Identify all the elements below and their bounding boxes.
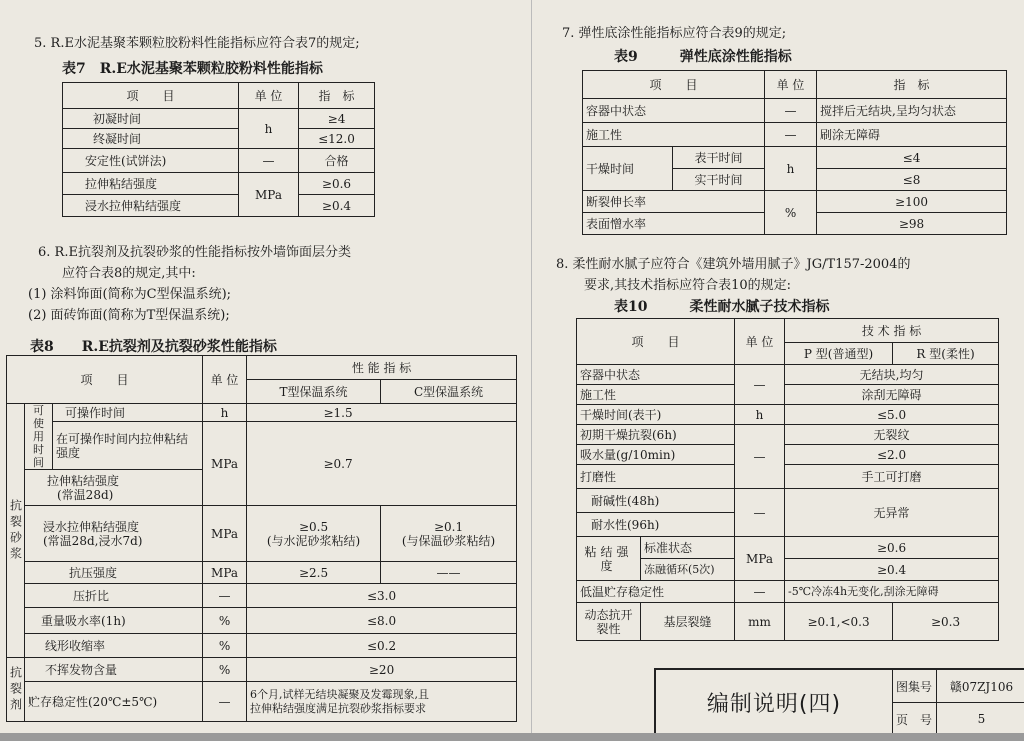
t10-header-unit: 单 位 bbox=[735, 319, 785, 365]
t8-group-agent: 抗裂剂 bbox=[7, 658, 25, 722]
t8-value-line2: (与水泥砂浆粘结) bbox=[266, 533, 361, 548]
table7-caption: 表7 R.E水泥基聚苯颗粒胶粉料性能指标 bbox=[62, 61, 323, 77]
t8-row: 压折比 bbox=[25, 584, 203, 608]
t8-header-unit: 单 位 bbox=[203, 356, 247, 404]
t10-value: 无结块,均匀 bbox=[785, 365, 999, 385]
table8-caption: 表8 R.E抗裂剂及抗裂砂浆性能指标 bbox=[30, 339, 277, 355]
t7-row-index: 合格 bbox=[299, 149, 375, 173]
atlas-label: 图集号 bbox=[892, 670, 937, 703]
t9-value: ≤4 bbox=[817, 147, 1007, 169]
t8-value-line2: (与保温砂浆粘结) bbox=[401, 533, 496, 548]
t8-header-perf: 性 能 指 标 bbox=[247, 356, 517, 380]
page-number: 5 bbox=[977, 712, 986, 726]
t8-value: ≤0.2 bbox=[247, 634, 517, 658]
t9-row: 施工性 bbox=[583, 123, 765, 147]
t8-row: 可操作时间 bbox=[53, 404, 203, 422]
t9-row: 断裂伸长率 bbox=[583, 191, 765, 213]
t10-subrow: 标准状态 bbox=[641, 537, 735, 559]
clause-8 bbox=[556, 254, 910, 296]
clause-7: 7. 弹性底涂性能指标应符合表9的规定; bbox=[562, 26, 787, 41]
table10-caption: 表10 柔性耐水腻子技术指标 bbox=[614, 299, 830, 315]
t9-header-unit: 单 位 bbox=[765, 71, 817, 99]
clause-6-line1: 6. R.E抗裂剂及抗裂砂浆的性能指标按外墙饰面层分类 bbox=[38, 245, 351, 260]
t9-row: 表面憎水率 bbox=[583, 213, 765, 235]
t8-value-line1: ≥0.5 bbox=[298, 519, 329, 534]
t8-row-line1: 浸水拉伸粘结强度 bbox=[43, 519, 140, 534]
page-label: 页 号 bbox=[892, 703, 937, 735]
t10-unit: — bbox=[735, 581, 785, 603]
t7-row-index: ≥0.6 bbox=[299, 173, 375, 195]
clause-6-item2: (2) 面砖饰面(简称为T型保温系统); bbox=[28, 308, 230, 323]
t9-value: 搅拌后无结块,呈均匀状态 bbox=[817, 99, 1007, 123]
clause-8-line2: 要求,其技术指标应符合表10的规定: bbox=[584, 278, 792, 293]
t10-row: 干燥时间(表干) bbox=[577, 405, 735, 425]
t9-unit: h bbox=[765, 147, 817, 191]
t8-group-mortar: 抗裂砂浆 bbox=[7, 404, 25, 658]
t10-value-r: ≥0.3 bbox=[893, 603, 999, 641]
t10-row: 低温贮存稳定性 bbox=[577, 581, 735, 603]
atlas-number: 赣07ZJ106 bbox=[937, 670, 1024, 703]
t8-value-line1: 6个月,试样无结块凝聚及发霉现象,且 bbox=[250, 687, 430, 701]
t9-unit: — bbox=[765, 99, 817, 123]
t9-row: 干燥时间 bbox=[583, 147, 673, 191]
t8-unit: — bbox=[203, 584, 247, 608]
t7-header-item: 项 目 bbox=[63, 83, 239, 109]
table9-caption: 表9 弹性底涂性能指标 bbox=[614, 49, 792, 65]
clause-6 bbox=[28, 242, 351, 326]
t8-value: ≤8.0 bbox=[247, 608, 517, 634]
t10-subrow: 冻融循环(5次) bbox=[641, 559, 735, 581]
t10-row: 动态抗开裂性 bbox=[577, 603, 641, 641]
t10-value: ≥0.6 bbox=[785, 537, 999, 559]
t7-header-index: 指 标 bbox=[299, 83, 375, 109]
t10-value: 无异常 bbox=[785, 489, 999, 537]
t8-value: ≤3.0 bbox=[247, 584, 517, 608]
t10-row: 耐水性(96h) bbox=[577, 513, 735, 537]
t10-unit: MPa bbox=[735, 537, 785, 581]
t8-value-t: ≥2.5 bbox=[247, 562, 381, 584]
t10-header-tech: 技 术 指 标 bbox=[785, 319, 999, 343]
t10-value: ≤2.0 bbox=[785, 445, 999, 465]
t8-value: ≥1.5 bbox=[247, 404, 517, 422]
t9-row: 容器中状态 bbox=[583, 99, 765, 123]
clause-6-item1: (1) 涂料饰面(简称为C型保温系统); bbox=[28, 287, 232, 302]
t7-row-unit: h bbox=[239, 109, 299, 149]
t8-header-item: 项 目 bbox=[7, 356, 203, 404]
t9-subrow: 表干时间 bbox=[673, 147, 765, 169]
t8-value: ≥0.7 bbox=[247, 422, 517, 506]
t9-header-index: 指 标 bbox=[817, 71, 1007, 99]
t10-unit: — bbox=[735, 365, 785, 405]
t10-unit: h bbox=[735, 405, 785, 425]
t9-value: ≥100 bbox=[817, 191, 1007, 213]
t8-row: 在可操作时间内拉伸粘结强度 bbox=[53, 422, 203, 470]
t10-row: 吸水量(g/10min) bbox=[577, 445, 735, 465]
t8-value-line2: 拉伸粘结强度满足抗裂砂浆指标要求 bbox=[250, 701, 427, 715]
t8-value-c bbox=[381, 506, 517, 562]
t10-unit: mm bbox=[735, 603, 785, 641]
clause-5: 5. R.E水泥基聚苯颗粒胶粉料性能指标应符合表7的规定; bbox=[34, 36, 360, 51]
t8-value-c: —— bbox=[381, 562, 517, 584]
t10-unit: — bbox=[735, 489, 785, 537]
t10-value: -5℃冷冻4h无变化,刮涂无障碍 bbox=[785, 581, 999, 603]
t7-header-unit: 单 位 bbox=[239, 83, 299, 109]
t9-value: 刷涂无障碍 bbox=[817, 123, 1007, 147]
t7-row-index: ≤12.0 bbox=[299, 129, 375, 149]
drawing-title-block bbox=[654, 668, 1024, 737]
t8-row-line2: (常温28d) bbox=[57, 487, 114, 502]
t10-value-p: ≥0.1,<0.3 bbox=[785, 603, 893, 641]
t7-row-item: 安定性(试饼法) bbox=[63, 149, 239, 173]
t10-value: 手工可打磨 bbox=[785, 465, 999, 489]
t10-subrow: 基层裂缝 bbox=[641, 603, 735, 641]
t8-row-line1: 拉伸粘结强度 bbox=[47, 473, 120, 488]
table-9 bbox=[582, 70, 1007, 235]
t10-header-r: R 型(柔性) bbox=[893, 343, 999, 365]
table-7 bbox=[62, 82, 375, 217]
t7-row-index: ≥0.4 bbox=[299, 195, 375, 217]
table-8 bbox=[6, 355, 517, 722]
t8-row-line2: (常温28d,浸水7d) bbox=[43, 533, 143, 548]
t7-row-unit: — bbox=[239, 149, 299, 173]
t9-unit: — bbox=[765, 123, 817, 147]
t10-header-p: P 型(普通型) bbox=[785, 343, 893, 365]
t10-row: 施工性 bbox=[577, 385, 735, 405]
t7-row-item: 拉伸粘结强度 bbox=[63, 173, 239, 195]
t8-row bbox=[25, 470, 203, 506]
t7-row-item: 浸水拉伸粘结强度 bbox=[63, 195, 239, 217]
t9-value: ≤8 bbox=[817, 169, 1007, 191]
t8-row: 不挥发物含量 bbox=[25, 658, 203, 682]
t10-value: 无裂纹 bbox=[785, 425, 999, 445]
t8-value-line1: ≥0.1 bbox=[433, 519, 464, 534]
t8-value: ≥20 bbox=[247, 658, 517, 682]
t8-unit: MPa bbox=[203, 506, 247, 562]
t9-value: ≥98 bbox=[817, 213, 1007, 235]
t8-unit: % bbox=[203, 634, 247, 658]
t10-group-bond: 粘结强度 bbox=[577, 537, 641, 581]
t7-row-index: ≥4 bbox=[299, 109, 375, 129]
t8-unit: MPa bbox=[203, 422, 247, 506]
t8-row: 线形收缩率 bbox=[25, 634, 203, 658]
clause-8-line1: 8. 柔性耐水腻子应符合《建筑外墙用腻子》JG/T157-2004的 bbox=[556, 257, 911, 272]
t8-row: 重量吸水率(1h) bbox=[25, 608, 203, 634]
t8-unit: % bbox=[203, 658, 247, 682]
t8-row: 抗压强度 bbox=[25, 562, 203, 584]
t8-value-t bbox=[247, 506, 381, 562]
t7-row-item: 初凝时间 bbox=[63, 109, 239, 129]
clause-6-line2: 应符合表8的规定,其中: bbox=[62, 266, 196, 281]
t7-row-item: 终凝时间 bbox=[63, 129, 239, 149]
t10-row: 打磨性 bbox=[577, 465, 735, 489]
t8-value bbox=[247, 682, 517, 722]
drawing-title: 编制说明(四) bbox=[656, 670, 893, 735]
t8-header-c: C型保温系统 bbox=[381, 380, 517, 404]
t9-unit: % bbox=[765, 191, 817, 235]
t8-unit: h bbox=[203, 404, 247, 422]
t10-value: ≤5.0 bbox=[785, 405, 999, 425]
t8-unit: — bbox=[203, 682, 247, 722]
t10-value: 涂刮无障碍 bbox=[785, 385, 999, 405]
scan-bottom-edge bbox=[0, 733, 1024, 741]
t10-unit: — bbox=[735, 425, 785, 489]
t7-row-unit: MPa bbox=[239, 173, 299, 217]
t8-row: 贮存稳定性(20℃±5℃) bbox=[25, 682, 203, 722]
t10-row: 初期干燥抗裂(6h) bbox=[577, 425, 735, 445]
t8-row bbox=[25, 506, 203, 562]
table-10 bbox=[576, 318, 999, 641]
t9-subrow: 实干时间 bbox=[673, 169, 765, 191]
t9-header-item: 项 目 bbox=[583, 71, 765, 99]
t10-row: 耐碱性(48h) bbox=[577, 489, 735, 513]
t10-row: 容器中状态 bbox=[577, 365, 735, 385]
t8-unit: % bbox=[203, 608, 247, 634]
t8-group-use: 可使用时间 bbox=[25, 404, 53, 470]
t8-unit: MPa bbox=[203, 562, 247, 584]
page-seam bbox=[531, 0, 532, 741]
t10-header-item: 项 目 bbox=[577, 319, 735, 365]
t8-header-t: T型保温系统 bbox=[247, 380, 381, 404]
t10-value: ≥0.4 bbox=[785, 559, 999, 581]
